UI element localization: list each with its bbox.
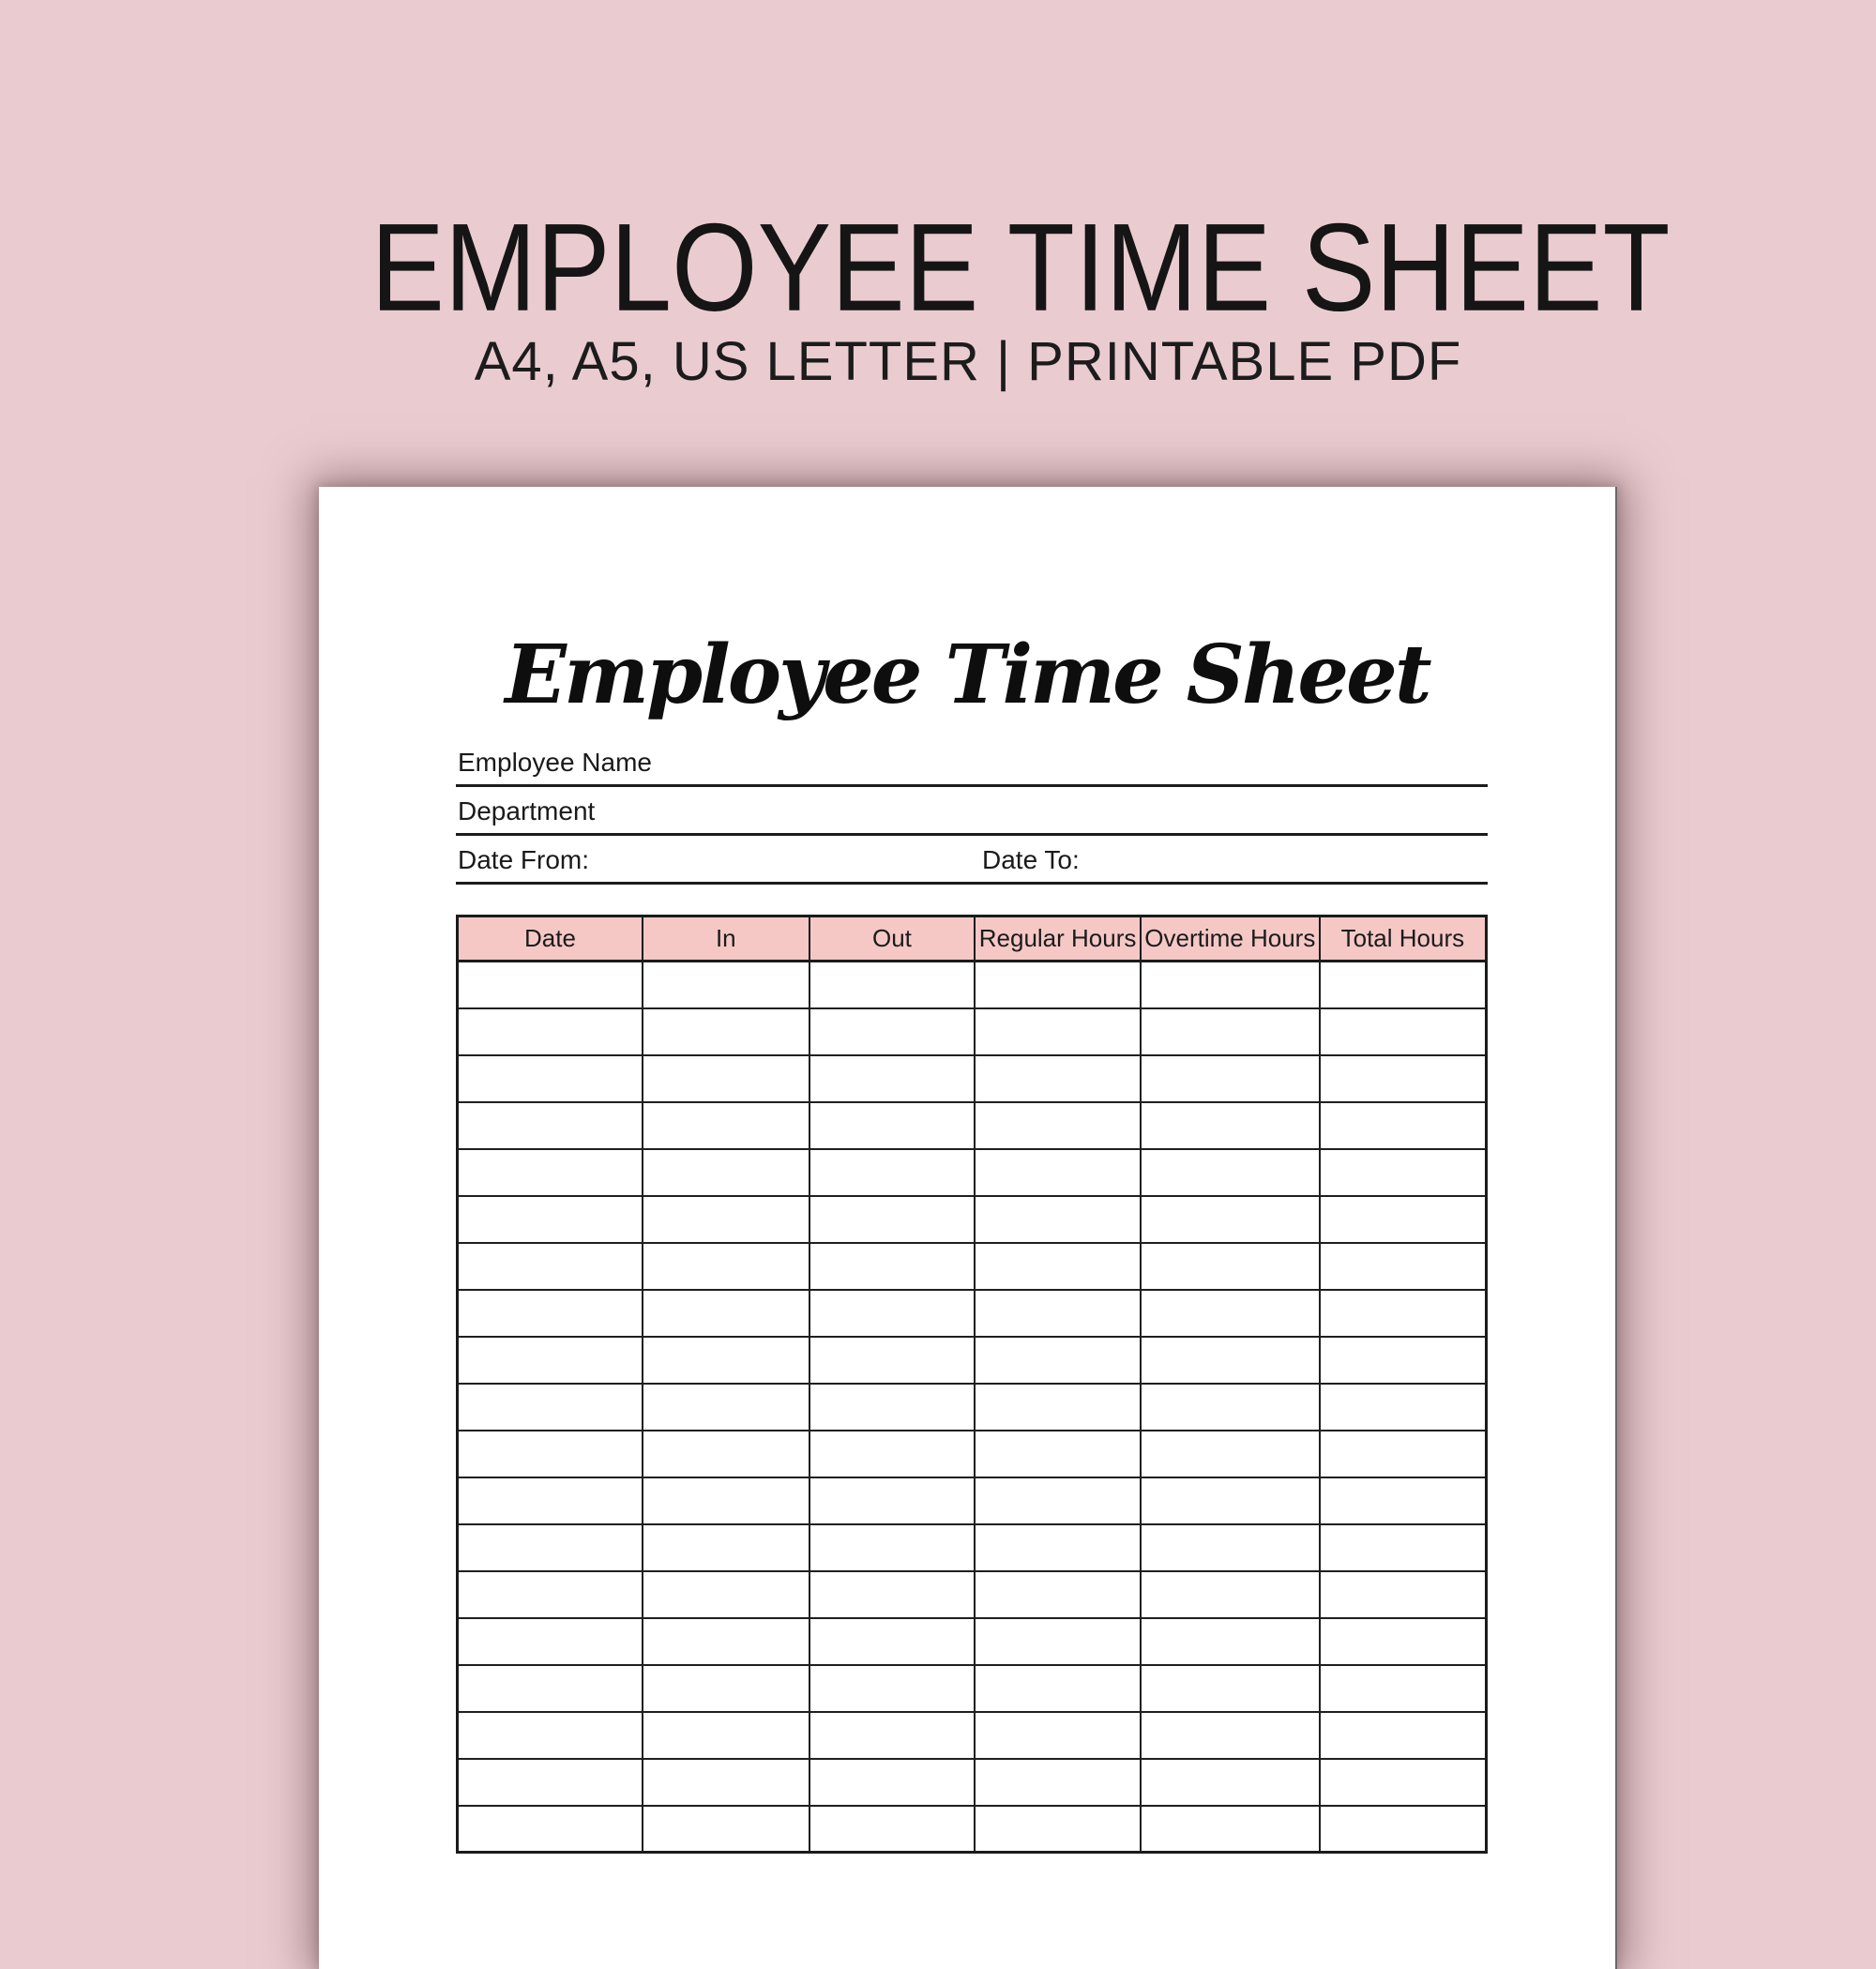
table-cell xyxy=(809,1759,976,1806)
table-row xyxy=(458,1055,1487,1102)
column-header-regular-hours: Regular Hours xyxy=(975,916,1141,962)
table-cell xyxy=(975,1618,1141,1665)
column-header-in: In xyxy=(643,916,809,962)
table-cell xyxy=(1320,1149,1487,1196)
table-cell xyxy=(1141,1524,1320,1571)
time-table-head xyxy=(458,916,1487,962)
table-cell xyxy=(975,1055,1141,1102)
table-cell xyxy=(975,1431,1141,1477)
table-cell xyxy=(809,1618,976,1665)
table-cell xyxy=(458,1665,643,1712)
table-cell xyxy=(975,1384,1141,1431)
table-cell xyxy=(643,1477,809,1524)
table-cell xyxy=(975,1524,1141,1571)
table-row xyxy=(458,1243,1487,1290)
table-cell xyxy=(1141,1243,1320,1290)
table-cell xyxy=(809,1571,976,1618)
table-cell xyxy=(458,1618,643,1665)
table-cell xyxy=(1141,1618,1320,1665)
table-cell xyxy=(1320,1477,1487,1524)
table-cell xyxy=(458,1008,643,1055)
table-cell xyxy=(809,1665,976,1712)
table-row xyxy=(458,1008,1487,1055)
table-cell xyxy=(975,1477,1141,1524)
table-row xyxy=(458,1102,1487,1149)
time-table xyxy=(456,915,1488,1854)
table-cell xyxy=(975,1665,1141,1712)
table-cell xyxy=(809,1055,976,1102)
table-cell xyxy=(809,1712,976,1759)
table-cell xyxy=(458,1196,643,1243)
table-row xyxy=(458,1290,1487,1337)
table-cell xyxy=(458,1102,643,1149)
table-cell xyxy=(809,962,976,1008)
table-header-row xyxy=(458,916,1487,962)
table-cell xyxy=(1320,1196,1487,1243)
table-cell xyxy=(809,1290,976,1337)
table-cell xyxy=(643,1055,809,1102)
table-cell xyxy=(809,1149,976,1196)
table-cell xyxy=(1141,1196,1320,1243)
table-cell xyxy=(643,1384,809,1431)
table-cell xyxy=(1141,1290,1320,1337)
table-cell xyxy=(809,1243,976,1290)
document-heading: Employee Time Sheet xyxy=(505,628,1430,722)
table-cell xyxy=(1141,1102,1320,1149)
table-row xyxy=(458,962,1487,1008)
table-cell xyxy=(1141,1571,1320,1618)
department-field xyxy=(456,787,1488,836)
table-cell xyxy=(458,1524,643,1571)
table-cell xyxy=(975,1712,1141,1759)
table-cell xyxy=(643,962,809,1008)
table-cell xyxy=(1320,1384,1487,1431)
table-cell xyxy=(1141,1008,1320,1055)
table-cell xyxy=(1141,1665,1320,1712)
table-cell xyxy=(643,1712,809,1759)
table-row xyxy=(458,1337,1487,1384)
table-cell xyxy=(458,1571,643,1618)
column-header-total-hours: Total Hours xyxy=(1320,916,1487,962)
table-cell xyxy=(643,1431,809,1477)
table-cell xyxy=(1320,962,1487,1008)
table-cell xyxy=(1141,1806,1320,1853)
table-cell xyxy=(458,1477,643,1524)
table-cell xyxy=(643,1008,809,1055)
table-cell xyxy=(975,1759,1141,1806)
table-row xyxy=(458,1196,1487,1243)
table-row xyxy=(458,1618,1487,1665)
table-cell xyxy=(643,1571,809,1618)
table-cell xyxy=(1141,1477,1320,1524)
table-row xyxy=(458,1759,1487,1806)
table-cell xyxy=(975,1196,1141,1243)
table-cell xyxy=(1141,1712,1320,1759)
column-header-date: Date xyxy=(458,916,643,962)
table-row xyxy=(458,1149,1487,1196)
table-cell xyxy=(1141,1384,1320,1431)
table-cell xyxy=(975,1571,1141,1618)
employee-name-field xyxy=(456,738,1488,787)
table-cell xyxy=(1320,1524,1487,1571)
table-cell xyxy=(643,1102,809,1149)
column-header-overtime-hours: Overtime Hours xyxy=(1141,916,1320,962)
table-cell xyxy=(809,1337,976,1384)
table-cell xyxy=(458,1806,643,1853)
table-cell xyxy=(458,1290,643,1337)
table-cell xyxy=(458,1055,643,1102)
table-cell xyxy=(1320,1290,1487,1337)
table-cell xyxy=(975,1337,1141,1384)
table-cell xyxy=(1320,1806,1487,1853)
table-cell xyxy=(975,1806,1141,1853)
table-cell xyxy=(643,1759,809,1806)
table-row xyxy=(458,1477,1487,1524)
table-cell xyxy=(643,1618,809,1665)
table-cell xyxy=(1320,1618,1487,1665)
table-cell xyxy=(1320,1759,1487,1806)
date-to-label: Date To: xyxy=(982,845,1080,874)
table-cell xyxy=(975,1290,1141,1337)
table-cell xyxy=(1320,1102,1487,1149)
page-subtitle: A4, A5, US LETTER | PRINTABLE PDF xyxy=(474,331,1462,392)
table-cell xyxy=(975,1149,1141,1196)
date-from-label: Date From: xyxy=(458,845,590,874)
table-cell xyxy=(975,1102,1141,1149)
table-cell xyxy=(458,1759,643,1806)
employee-name-label: Employee Name xyxy=(458,748,652,777)
table-cell xyxy=(643,1337,809,1384)
table-cell xyxy=(643,1806,809,1853)
table-cell xyxy=(458,1431,643,1477)
table-cell xyxy=(1141,1337,1320,1384)
table-row xyxy=(458,1431,1487,1477)
table-cell xyxy=(1320,1712,1487,1759)
table-cell xyxy=(458,1243,643,1290)
table-row xyxy=(458,1806,1487,1853)
table-cell xyxy=(643,1665,809,1712)
table-cell xyxy=(809,1806,976,1853)
table-cell xyxy=(643,1243,809,1290)
table-cell xyxy=(643,1196,809,1243)
table-row xyxy=(458,1384,1487,1431)
table-cell xyxy=(975,1243,1141,1290)
table-cell xyxy=(1141,1149,1320,1196)
table-cell xyxy=(643,1290,809,1337)
table-cell xyxy=(809,1431,976,1477)
table-cell xyxy=(1320,1571,1487,1618)
table-cell xyxy=(809,1384,976,1431)
column-header-out: Out xyxy=(809,916,976,962)
table-cell xyxy=(458,1149,643,1196)
table-cell xyxy=(975,1008,1141,1055)
time-table-body xyxy=(458,962,1487,1853)
table-cell xyxy=(1141,962,1320,1008)
table-cell xyxy=(809,1102,976,1149)
table-cell xyxy=(1141,1055,1320,1102)
timesheet-paper xyxy=(319,487,1617,1969)
table-row xyxy=(458,1712,1487,1759)
table-cell xyxy=(1320,1008,1487,1055)
department-label: Department xyxy=(458,796,596,825)
table-cell xyxy=(1320,1431,1487,1477)
page-title: EMPLOYEE TIME SHEET xyxy=(371,198,1671,338)
table-row xyxy=(458,1571,1487,1618)
table-cell xyxy=(1320,1055,1487,1102)
dates-field xyxy=(456,836,1488,885)
table-cell xyxy=(1320,1243,1487,1290)
table-cell xyxy=(458,1337,643,1384)
table-row xyxy=(458,1524,1487,1571)
table-row xyxy=(458,1665,1487,1712)
table-cell xyxy=(809,1477,976,1524)
table-cell xyxy=(458,1384,643,1431)
table-cell xyxy=(809,1008,976,1055)
table-cell xyxy=(1320,1665,1487,1712)
table-cell xyxy=(809,1196,976,1243)
table-cell xyxy=(643,1149,809,1196)
table-cell xyxy=(809,1524,976,1571)
table-cell xyxy=(458,1712,643,1759)
table-cell xyxy=(1320,1337,1487,1384)
table-cell xyxy=(1141,1759,1320,1806)
table-cell xyxy=(1141,1431,1320,1477)
table-cell xyxy=(975,962,1141,1008)
table-cell xyxy=(458,962,643,1008)
table-cell xyxy=(643,1524,809,1571)
